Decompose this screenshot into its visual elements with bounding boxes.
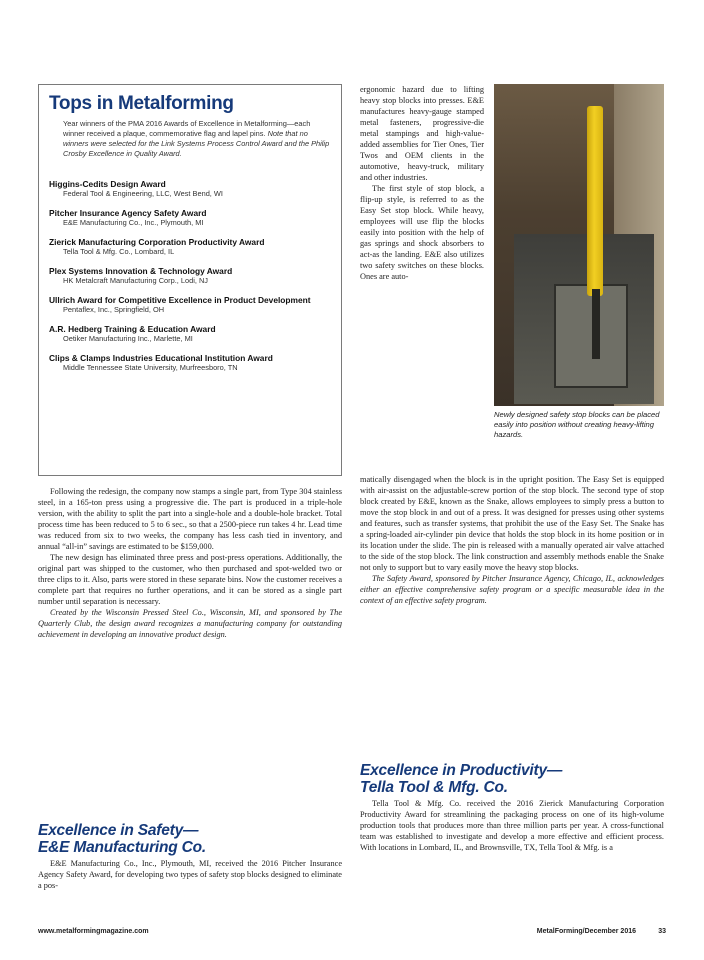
paragraph: Tella Tool & Mfg. Co. received the 2016 Zierick Manufacturing Corporation Productivity Award for streamlining the packaging process on one of its high-volume production tools that produces more than three million parts per year. A cross-functional team was established to investigate and develop a more effective and efficient process. With locations in Lombard, IL, and Brownsville, TX, Tella Tool & Mfg. is a [360,799,664,852]
paragraph: matically disengaged when the block is in the upright position. The Easy Set is equipped with air-assist on the adjustable-screw portion of the stop block. The second type of stop block created by E&E, known as the Snake, allows employees to simply press a button to move the stop block in and out of a press. It was designed for presses using other systems and features, such as transfer systems, that prohibit the use of the Easy Set. The Snake has a spring-loaded air-cylinder pin device that holds the stop block in its home position or in its location under the slide. The pin is released with a manually operated air valve attached to the side of the stop block. The link construction and assembly methods enable the Snake not only to support but to vary easily move the heavy stop blocks. [360,475,664,572]
award-name: Higgins-Cedits Design Award [49,179,166,189]
page-footer [38,928,666,940]
article-column-left [38,486,342,640]
paragraph: Following the redesign, the company now stamps a single part, from Type 304 stainless steel, in a 165-ton press using a progressive die. The part is produced in a triple-hole version, with the ability to split the part into a single-hole and a double-hole bracket. Total process time has been reduced to 5 to 6 sec., so that a 2500-piece run takes 4 hr. Lead time was reduced from six to two weeks, the company has less cash tied in inventory, and annual “all-in” savings are estimated to be $159,000. [38,487,342,551]
award-winner: Tella Tool & Mfg. Co., Lombard, IL [63,247,175,256]
sidebar-intro-text: Year winners of the PMA 2016 Awards of Excellence in Metalforming—each winner received a plaque, commemorative flag and lapel pins. [63,119,311,138]
award-winner: Middle Tennessee State University, Murfreesboro, TN [63,363,238,372]
award-name: Clips & Clamps Industries Educational Institution Award [49,353,273,363]
section-heading-safety: Excellence in Safety— E&E Manufacturing Co. [38,822,207,856]
article-column-right-bottom [360,798,664,853]
awards-list [49,179,331,373]
section-heading-productivity: Excellence in Productivity— Tella Tool & Mfg. Co. [360,762,563,796]
paragraph: E&E Manufacturing Co., Inc., Plymouth, MI, received the 2016 Pitcher Insurance Agency Safety Award, for developing two types of safety stop blocks designed to eliminate a pos- [38,859,342,890]
press-component [554,284,628,388]
award-item [49,208,331,228]
footer-url: www.metalformingmagazine.com [38,928,149,935]
award-item [49,237,331,257]
award-description: The Safety Award, sponsored by Pitcher Insurance Agency, Chicago, IL, acknowledges either an effective comprehensive safety program or a specific measurable idea in the context of an effective safety program. [360,574,664,605]
article-column-right-upper [360,84,484,282]
award-winner: HK Metalcraft Manufacturing Corp., Lodi, NJ [63,276,208,285]
article-column-right-middle [360,474,664,606]
award-winner: E&E Manufacturing Co., Inc., Plymouth, MI [63,218,204,227]
award-item [49,353,331,373]
paragraph: The first style of stop block, a flip-up style, is referred to as the Easy Set stop block. While heavy, employees will use flip the blocks easily into position with the help of gas springs and shock absorbers to act-as the landing. E&E also utilizes two safety switches on these blocks. Ones are auto- [360,184,484,281]
award-item [49,324,331,344]
award-item [49,295,331,315]
article-column-left-bottom [38,858,342,891]
stop-block-photo [494,84,664,406]
award-name: Plex Systems Innovation & Technology Award [49,266,233,276]
sidebar-intro-note: Note that no winners were selected for the Link Systems Process Control Award and the Philip Crosby Excellence in Quality Award. [63,129,330,158]
paragraph: The new design has eliminated three press and post-press operations. Additionally, the original part was shipped to the customer, who then purchased and spot-welded two or three clips to it. Also, parts were stored in these separate bins. Now the customer receives a complete part that requires no further operations, and it can be stored as a single part number until separation is necessary. [38,553,342,606]
award-winner: Federal Tool & Engineering, LLC, West Bend, WI [63,189,223,198]
award-item [49,179,331,199]
sidebar-title: Tops in Metalforming [49,93,234,114]
yellow-stop-block [587,106,603,296]
awards-sidebar [38,84,342,476]
paragraph: ergonomic hazard due to lifting heavy stop blocks into presses. E&E manufactures heavy-gauge stamped metal fasteners, progressive-die metal stampings and high-value-added assemblies for Tier Ones, Tier Twos and OEM clients in the automotive, heavy-truck, military and other industries. [360,85,484,182]
award-item [49,266,331,286]
award-name: A.R. Hedberg Training & Education Award [49,324,216,334]
award-description: Created by the Wisconsin Pressed Steel Co., Wisconsin, MI, and sponsored by The Quarterly Club, the design award recognizes a manufacturing company for outstanding achievement in developing an innovative product design. [38,608,342,639]
award-name: Ullrich Award for Competitive Excellence in Product Development [49,295,311,305]
sidebar-intro [63,119,331,159]
stop-block-post [592,289,600,359]
award-winner: Pentaflex, Inc., Springfield, OH [63,305,165,314]
footer-issue: MetalForming/December 2016 [536,928,636,935]
award-winner: Oetiker Manufacturing Inc., Marlette, MI [63,334,193,343]
page-number: 33 [658,928,666,935]
award-name: Zierick Manufacturing Corporation Productivity Award [49,237,265,247]
award-name: Pitcher Insurance Agency Safety Award [49,208,207,218]
photo-caption: Newly designed safety stop blocks can be placed easily into position without creating heavy-lifting hazards. [494,410,660,439]
